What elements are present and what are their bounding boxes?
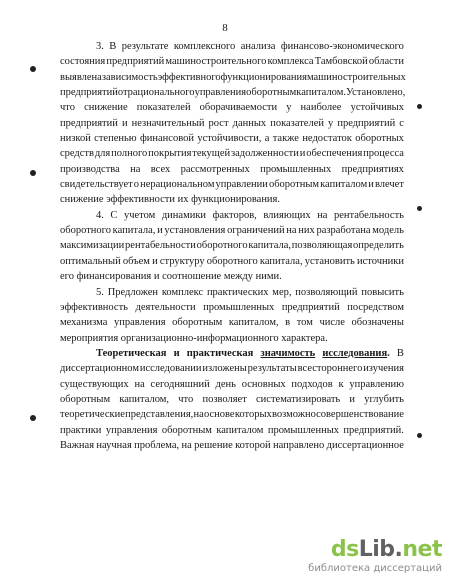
word: оборотным	[60, 393, 111, 405]
paragraph-4	[60, 208, 404, 285]
word: результате	[121, 41, 169, 52]
word: углубить	[364, 393, 404, 405]
word: обозначены	[351, 317, 404, 329]
word: максимизации	[60, 240, 125, 252]
word: выявлена	[60, 71, 102, 83]
word: которых	[234, 409, 272, 421]
word: управления	[194, 87, 247, 99]
text-line	[60, 146, 404, 161]
word: 5.	[96, 286, 104, 298]
word: капиталом,	[119, 393, 170, 405]
word: оборотного	[196, 240, 248, 252]
word: свидетельствует	[60, 179, 133, 191]
word: позволяет	[202, 393, 247, 405]
word: снижение	[84, 102, 128, 114]
word: низкой	[60, 133, 91, 145]
text-line	[60, 208, 404, 223]
word: эффективность	[60, 301, 128, 313]
word: финансовой	[139, 133, 194, 145]
word: зависимость	[101, 71, 158, 83]
paragraph-5	[60, 285, 404, 346]
text-line	[60, 116, 404, 131]
word: подходов	[291, 378, 333, 390]
word: объем	[122, 255, 150, 267]
word: процесса	[363, 148, 404, 160]
word: на	[193, 409, 204, 421]
word: оборотным	[246, 87, 297, 99]
word: недостаток	[302, 133, 352, 145]
word: оборотным	[268, 179, 320, 191]
word: основе	[204, 409, 235, 421]
text-line	[60, 361, 404, 376]
word: день	[215, 378, 236, 390]
paragraph-significance	[60, 346, 404, 453]
text-line	[60, 300, 404, 315]
word: капиталом,	[228, 317, 279, 329]
text-line	[60, 407, 404, 422]
word: оборотных	[355, 133, 404, 145]
word: научная	[96, 439, 132, 451]
word: определить	[353, 240, 404, 252]
word: систематизировать	[256, 393, 341, 405]
text-line	[60, 192, 404, 207]
word: обеспечения	[306, 148, 363, 160]
word: позволяющая	[291, 240, 353, 252]
text-line	[60, 423, 404, 438]
word: том	[296, 317, 313, 329]
word: теоретические	[60, 409, 125, 421]
word: управлении	[215, 179, 268, 191]
word: них	[298, 225, 315, 237]
word: что	[178, 393, 194, 405]
word: устойчивости,	[197, 133, 262, 145]
word: сегодняшний	[150, 378, 210, 390]
word: оборотного	[206, 255, 258, 267]
word: практики	[60, 424, 102, 436]
dslib-watermark-logo	[292, 538, 442, 578]
word: деятельности	[135, 301, 196, 313]
word: и	[368, 179, 374, 191]
word: оборачиваемости	[199, 102, 278, 114]
word: рентабельности	[125, 240, 196, 252]
word: и	[152, 255, 158, 267]
word: оборотным	[161, 424, 212, 436]
word: управления	[105, 424, 158, 436]
word: комплекс	[161, 286, 204, 298]
word: для	[94, 148, 111, 160]
word: промышленных	[267, 424, 340, 436]
word: на	[286, 225, 297, 237]
text-line	[60, 162, 404, 177]
heading-word: и	[173, 347, 180, 359]
word: предприятий	[281, 301, 340, 313]
word: Предложен	[107, 286, 159, 298]
word: капиталом.	[296, 87, 346, 99]
word: влияющих	[263, 209, 311, 221]
word: управлению	[349, 378, 404, 390]
word: устойчивых	[350, 102, 404, 114]
watermark-brand: dsLib.net	[330, 537, 442, 562]
text-line	[60, 238, 404, 253]
word: текущей	[192, 148, 231, 160]
word: рентабельность	[334, 209, 404, 221]
body-text	[60, 39, 404, 453]
word: предприятиях	[341, 163, 404, 175]
word: С	[110, 209, 118, 221]
word: степенью	[94, 133, 137, 145]
text-line	[60, 377, 404, 392]
word: направлено	[272, 439, 325, 451]
word: источники	[356, 255, 404, 267]
word: изучения	[363, 363, 404, 375]
word: факторов,	[212, 209, 257, 221]
text-line	[60, 315, 404, 330]
word: машиностроительного	[165, 56, 267, 68]
word: существующих	[60, 378, 129, 390]
word: комплекса	[267, 56, 314, 68]
word: показателей	[270, 117, 324, 129]
word: диссертационное	[326, 439, 404, 451]
paragraph-3	[60, 39, 404, 208]
text-line	[60, 54, 404, 69]
word: рост	[208, 117, 229, 129]
word: оптимальный	[60, 255, 121, 267]
word: позволяющий	[295, 286, 358, 298]
word: в	[285, 317, 291, 329]
word: мероприятия организационно-информационного характера.	[60, 332, 328, 344]
word: учетом	[123, 209, 156, 221]
word: оборотным	[172, 317, 223, 329]
text-line	[60, 392, 404, 407]
word: с	[399, 117, 404, 129]
heading-word: Теоретическая	[96, 347, 167, 359]
word: модель	[372, 225, 404, 237]
text-line	[60, 269, 404, 284]
word: представления,	[125, 409, 194, 421]
word: 3.	[96, 41, 104, 52]
word: нерациональном	[140, 179, 215, 191]
word: оборотного	[60, 225, 111, 237]
binder-hole-right-low	[417, 433, 422, 438]
word: его финансирования и соотношение между ними.	[60, 271, 282, 283]
word: незначительный	[131, 117, 205, 129]
watermark-subtitle: библиотека диссертаций	[308, 563, 442, 574]
word: решение	[194, 439, 233, 451]
text-line	[60, 438, 404, 453]
word: 4.	[96, 209, 104, 221]
word: возможно	[271, 409, 316, 421]
text-line	[60, 85, 404, 100]
word: капитала,	[259, 255, 303, 267]
word: производства	[60, 163, 120, 175]
word: машиностроительных	[306, 71, 406, 83]
word: к	[338, 378, 344, 390]
word: задолженности	[230, 148, 299, 160]
word: всестороннего	[297, 363, 363, 375]
word: влечет	[374, 179, 404, 191]
word: механизма	[60, 317, 108, 329]
word: изложены	[202, 363, 247, 375]
word: промышленных	[203, 301, 275, 313]
text-line	[60, 131, 404, 146]
significance-heading-line	[60, 346, 404, 361]
word: снижение эффективности их функционирования.	[60, 194, 281, 206]
text-line	[60, 39, 404, 54]
word: посредством	[347, 301, 404, 313]
word: промышленных	[260, 163, 332, 175]
word: средств	[60, 148, 94, 160]
word: на	[130, 163, 141, 175]
word: на	[134, 378, 145, 390]
word: совершенствование	[316, 409, 404, 421]
text-line	[60, 254, 404, 269]
word: диссертационном	[60, 363, 139, 375]
word: рассмотренных	[180, 163, 250, 175]
word: Установлено,	[346, 87, 406, 99]
word: эффективного	[157, 71, 221, 83]
word: показателей	[136, 102, 191, 114]
word: полного	[111, 148, 148, 160]
word: установить	[304, 255, 355, 267]
word: и	[121, 117, 128, 129]
word: от	[117, 87, 128, 99]
text-line	[60, 223, 404, 238]
binder-hole-lower	[30, 415, 36, 421]
heading-line-word: В	[396, 347, 404, 359]
word: предприятий	[106, 56, 165, 68]
binder-hole-right-mid	[417, 206, 422, 211]
binder-hole-middle	[30, 170, 36, 176]
text-line	[60, 100, 404, 115]
page-number: 8	[222, 22, 228, 34]
word: повысить	[361, 286, 404, 298]
word: которой	[235, 439, 271, 451]
word: у	[286, 102, 292, 114]
word: а	[264, 133, 270, 145]
word: Тамбовской	[314, 56, 368, 68]
word: структуру	[159, 255, 205, 267]
word: анализа	[240, 41, 276, 52]
word: рационального	[127, 87, 195, 99]
binder-hole-right-top	[417, 104, 422, 109]
word: предприятий	[60, 87, 118, 99]
word: капитала,	[248, 240, 292, 252]
word: наиболее	[300, 102, 342, 114]
binder-hole-top	[30, 66, 36, 72]
word: исследовании	[139, 363, 202, 375]
word: и	[299, 148, 306, 160]
word: на	[181, 439, 192, 451]
word: управления	[114, 317, 166, 329]
word: проблема,	[134, 439, 180, 451]
word: разработана	[316, 225, 371, 237]
heading-word: практическая	[186, 347, 254, 359]
word: числе	[319, 317, 345, 329]
heading-word: значимость	[260, 347, 316, 359]
word: предприятий.	[343, 424, 404, 436]
word: практических	[206, 286, 269, 298]
word: на	[317, 209, 328, 221]
word: ограничений	[227, 225, 285, 237]
text-line	[60, 285, 404, 300]
word: Важная	[60, 439, 95, 451]
text-line	[60, 70, 404, 85]
word: предприятий	[60, 117, 118, 129]
word: и	[157, 225, 163, 237]
word: результаты	[247, 363, 297, 375]
word: комплексного	[173, 41, 236, 52]
word: данных	[232, 117, 267, 129]
word: что	[60, 102, 75, 114]
word: также	[272, 133, 299, 145]
word: покрытия	[148, 148, 192, 160]
word: у	[328, 117, 334, 129]
word: финансово-экономического	[280, 41, 404, 52]
word: области	[368, 56, 404, 68]
word: всех	[150, 163, 171, 175]
word: функционирования	[220, 71, 307, 83]
word: капиталом	[320, 179, 368, 191]
word: мер,	[272, 286, 292, 298]
word: и	[349, 393, 356, 405]
text-line	[60, 331, 404, 346]
word: капитала,	[112, 225, 156, 237]
text-line	[60, 177, 404, 192]
word: динамики	[161, 209, 207, 221]
word: о	[133, 179, 140, 191]
word: основных	[241, 378, 286, 390]
word: капиталом	[216, 424, 264, 436]
word: В	[109, 41, 117, 52]
word: состояния	[60, 56, 106, 68]
word: установления	[164, 225, 226, 237]
heading-underlined-tail: исследования.	[322, 347, 390, 359]
word: предприятий	[337, 117, 396, 129]
